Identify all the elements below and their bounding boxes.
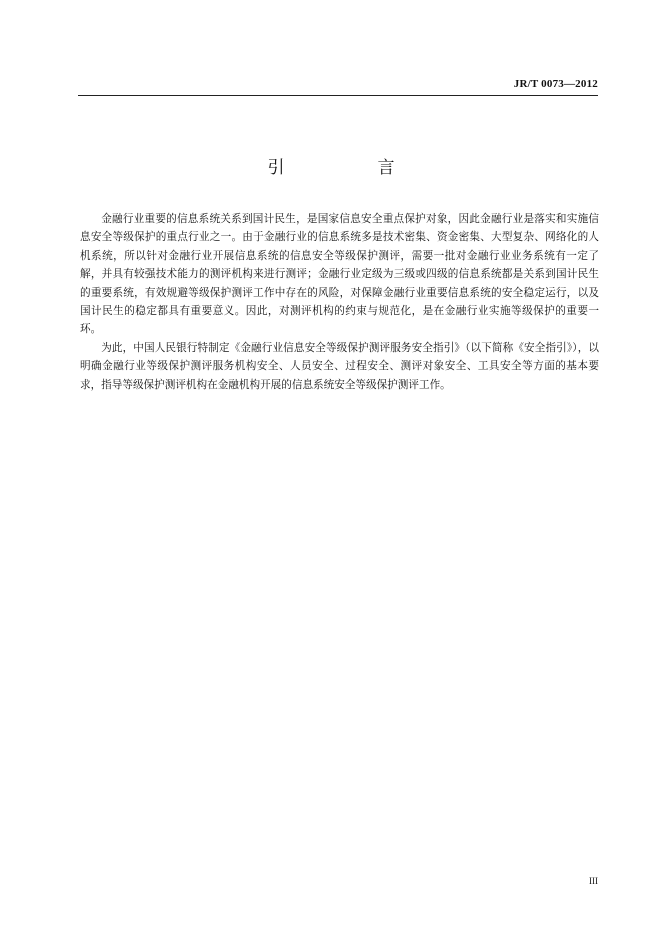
paragraph-1: 金融行业重要的信息系统关系到国计民生，是国家信息安全重点保护对象，因此金融行业是落实和实施信息安全等级保护的重点行业之一。由于金融行业的信息系统多是技术密集、资金密集、大型复杂、网络化的人机系统，所以针对金融行业开展信息系统的信息安全等级保护测评，需要一批对金融行业业务系统有一定了解，并具有较强技术能力的测评机构来进行测评；金融行业定级为三级或四级的信息系统都是关系到国计民生的重要系统，有效规避等级保护测评工作中存在的风险，对保障金融行业重要信息系统的安全稳定运行，以及国计民生的稳定都具有重要意义。因此，对测评机构的约束与规范化，是在金融行业实施等级保护的重要一环。 xyxy=(80,213,599,336)
standard-code: JR/T 0073—2012 xyxy=(513,78,598,90)
body-text xyxy=(80,210,599,394)
header-divider xyxy=(78,95,598,96)
page-title: 引 言 xyxy=(267,158,433,178)
page-number: III xyxy=(589,876,598,886)
paragraph-2: 为此，中国人民银行特制定《金融行业信息安全等级保护测评服务安全指引》（以下简称《安全指引》），以明确金融行业等级保护测评服务机构安全、人员安全、过程安全、测评对象安全、工具安全等方面的基本要求，指导等级保护测评机构在金融机构开展的信息系统安全等级保护测评工作。 xyxy=(80,341,599,391)
